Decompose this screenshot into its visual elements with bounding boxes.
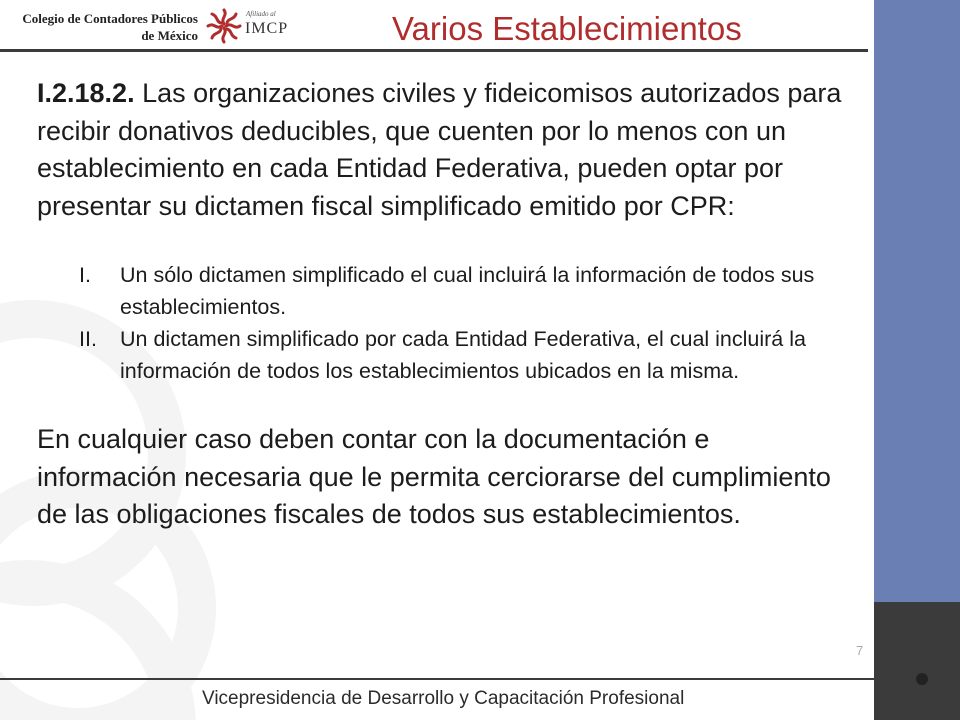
list-item (37, 259, 847, 323)
footer-dot (916, 673, 928, 685)
footer-text: Vicepresidencia de Desarrollo y Capacitación Profesional (202, 688, 685, 709)
closing-paragraph: En cualquier caso deben contar con la documentación e información necesaria que le permita cerciorarse del cumplimiento de las obligaciones fiscales de todos sus establecimientos. (37, 424, 831, 529)
list-item-text: Un sólo dictamen simplificado el cual incluirá la información de todos sus establecimientos. (120, 263, 815, 319)
options-list (37, 259, 847, 387)
list-item (37, 323, 847, 387)
intro-paragraph (37, 75, 847, 225)
logo-line-1: Colegio de Contadores Públicos (22, 11, 198, 26)
slide-title: Varios Establecimientos (392, 10, 742, 47)
logo-affiliation: Afiliado al (246, 10, 276, 18)
logo-imcp: IMCP (245, 20, 289, 37)
side-stripe-dark (874, 602, 960, 720)
logo-text (8, 10, 198, 44)
page-number: 7 (856, 643, 864, 658)
footer-divider (0, 678, 922, 680)
list-item-number: I. (79, 263, 91, 287)
logo (8, 6, 298, 52)
emblem-icon (204, 6, 244, 46)
logo-line-2: de México (141, 28, 198, 43)
intro-text: Las organizaciones civiles y fideicomisos autorizados para recibir donativos deducibles, que cuenten por lo menos con un establecimiento en cada Entidad Federativa, pueden optar por presentar su dictamen fiscal simplificado emitido por CPR: (37, 78, 842, 221)
list-item-number: II. (79, 327, 97, 351)
side-stripe-blue (874, 0, 960, 602)
slide-body (37, 75, 847, 534)
header-divider (0, 49, 868, 52)
rule-number: I.2.18.2. (37, 78, 135, 108)
list-item-text: Un dictamen simplificado por cada Entidad Federativa, el cual incluirá la información de todos los establecimientos ubicados en la misma. (120, 327, 806, 383)
